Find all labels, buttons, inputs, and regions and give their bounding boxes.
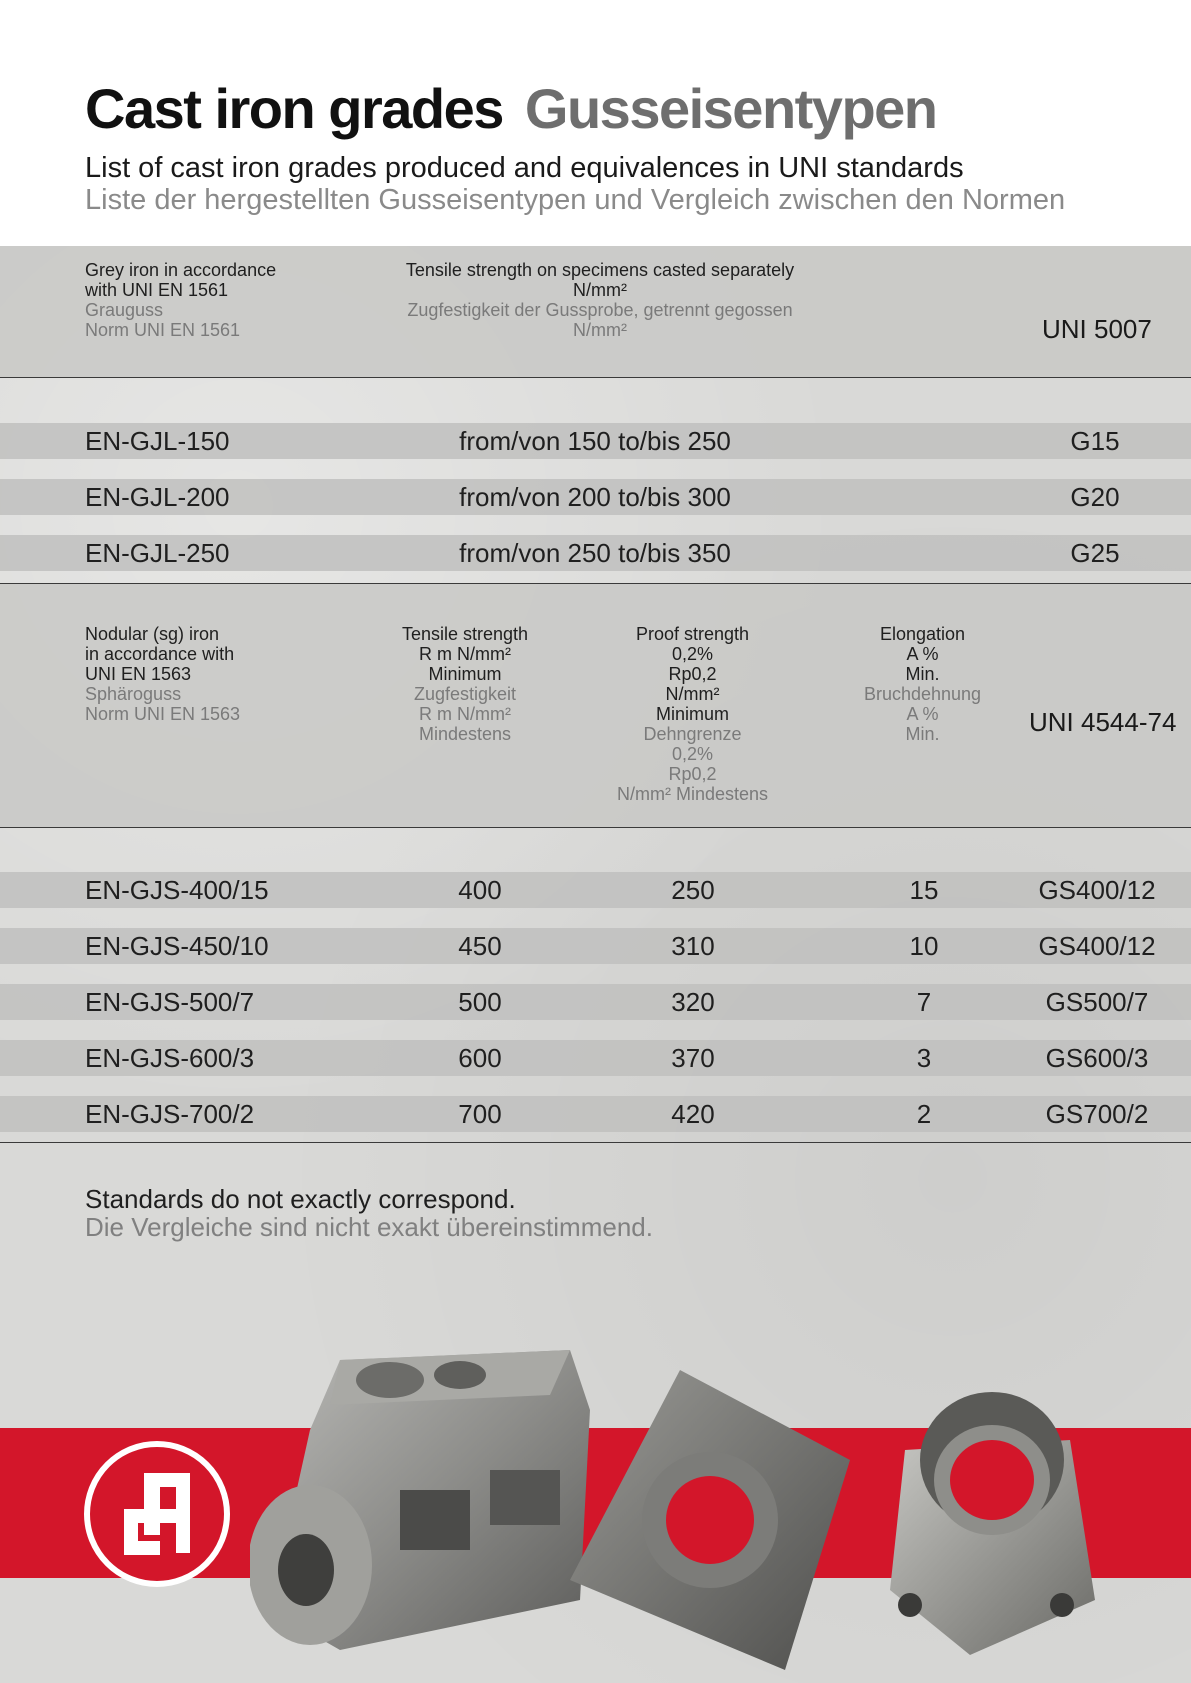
tensile-cell: 450 [458, 931, 502, 961]
elongation-cell: 7 [916, 987, 932, 1017]
grey-iron-col-tensile-header: Tensile strength on specimens casted separately N/mm² Zugfestigkeit der Gussprobe, getrennt gegossen N/mm² [405, 260, 795, 340]
grade-cell: EN-GJS-400/15 [85, 875, 269, 905]
grade-cell: EN-GJL-200 [85, 482, 230, 512]
cast-iron-parts-photo [250, 1350, 1170, 1680]
title-en: Cast iron grades [85, 77, 503, 140]
divider [0, 377, 1191, 378]
grey-iron-col-grade-header: Grey iron in accordance with UNI EN 1561 Grauguss Norm UNI EN 1561 [85, 260, 277, 340]
nodular-col-elongation-header: Elongation A % Min. Bruchdehnung A % Min. [863, 624, 982, 744]
uni-cell: G20 [1070, 482, 1120, 512]
uni-cell: GS400/12 [1038, 875, 1156, 905]
grey-iron-norm-header: UNI 5007 [1042, 314, 1152, 344]
square-flange-casting [570, 1370, 850, 1670]
proof-cell: 320 [671, 987, 715, 1017]
uni-cell: G15 [1070, 426, 1120, 456]
elongation-cell: 10 [909, 931, 939, 961]
subtitle-de: Liste der hergestellten Gusseisentypen und Vergleich zwischen den Normen [85, 184, 1066, 216]
subtitle-en: List of cast iron grades produced and equivalences in UNI standards [85, 152, 964, 184]
uni-cell: G25 [1070, 538, 1120, 568]
proof-cell: 370 [671, 1043, 715, 1073]
tensile-cell: 500 [458, 987, 502, 1017]
elongation-cell: 2 [916, 1099, 932, 1129]
grade-cell: EN-GJS-600/3 [85, 1043, 255, 1073]
note-en: Standards do not exactly correspond. [85, 1184, 516, 1214]
tensile-range-cell: from/von 150 to/bis 250 [459, 426, 731, 456]
uni-cell: GS600/3 [1045, 1043, 1149, 1073]
divider [0, 827, 1191, 828]
nodular-col-proof-header: Proof strength 0,2% Rp0,2 N/mm² Minimum Dehngrenze 0,2% Rp0,2 N/mm² Mindestens [616, 624, 769, 804]
company-logo-icon [84, 1441, 230, 1587]
tensile-range-cell: from/von 200 to/bis 300 [459, 482, 731, 512]
grade-cell: EN-GJL-150 [85, 426, 230, 456]
uni-cell: GS400/12 [1038, 931, 1156, 961]
tensile-cell: 700 [458, 1099, 502, 1129]
bearing-housing-casting [890, 1392, 1095, 1655]
nodular-col-grade-header: Nodular (sg) iron in accordance with UNI EN 1563 Sphäroguss Norm UNI EN 1563 [85, 624, 241, 724]
proof-cell: 420 [671, 1099, 715, 1129]
elongation-cell: 15 [909, 875, 939, 905]
title-de: Gusseisentypen [524, 77, 937, 140]
divider [0, 1142, 1191, 1143]
proof-cell: 310 [671, 931, 715, 961]
proof-cell: 250 [671, 875, 715, 905]
grade-cell: EN-GJL-250 [85, 538, 230, 568]
tensile-cell: 400 [458, 875, 502, 905]
page-title [85, 76, 937, 141]
elongation-cell: 3 [916, 1043, 932, 1073]
note-de: Die Vergleiche sind nicht exakt übereinstimmend. [85, 1212, 653, 1242]
tensile-range-cell: from/von 250 to/bis 350 [459, 538, 731, 568]
grade-cell: EN-GJS-700/2 [85, 1099, 255, 1129]
tensile-cell: 600 [458, 1043, 502, 1073]
uni-cell: GS500/7 [1045, 987, 1149, 1017]
housing-casting [250, 1350, 590, 1650]
nodular-col-tensile-header: Tensile strength R m N/mm² Minimum Zugfestigkeit R m N/mm² Mindestens [401, 624, 529, 744]
nodular-norm-header: UNI 4544-74 [1029, 707, 1177, 737]
uni-cell: GS700/2 [1045, 1099, 1149, 1129]
grade-cell: EN-GJS-500/7 [85, 987, 255, 1017]
grade-cell: EN-GJS-450/10 [85, 931, 269, 961]
